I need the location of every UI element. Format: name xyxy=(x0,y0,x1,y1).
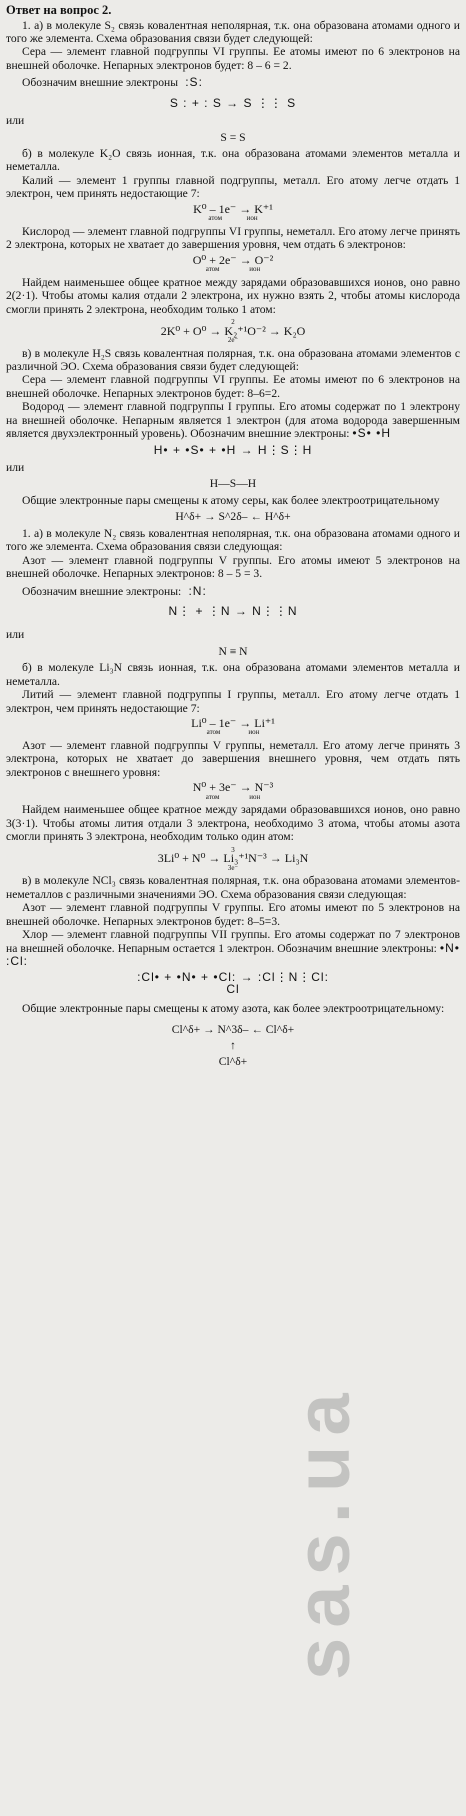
oxygen-ion-equation xyxy=(6,252,460,273)
or-label-1: или xyxy=(6,114,25,128)
li3n-transfer-count: 3 xyxy=(231,845,235,854)
potassium-ion-equation xyxy=(6,201,460,223)
n2-scheme-formula: N⋮ + ⋮N → N⋮⋮N xyxy=(168,604,298,619)
nitrogen-outer-label: Обозначим внешние электроны: xyxy=(22,584,182,598)
paragraph-s2-a: 1. а) в молекуле S₂ связь ковалентная неполярная, т.к. она образована атомами одного и того же элемента. Схема образования связи будет следующей: xyxy=(6,18,460,45)
paragraph-oxygen: Кислород — элемент главной подгруппы VI группы, неметалл. Его атому легче принять 2 электрона, которых не хватает до завершения уровня, чем отдать 6 электронов: xyxy=(6,224,460,252)
ncl3-polarity-bottom-cl: Cl^δ+ xyxy=(218,1055,248,1069)
paragraph-lcm-k2o: Найдем наименьшее общее кратное между зарядами образовавшихся ионов, оно равно 2(2·1). Чтобы атомы калия отдали 2 электрона, их нужно взять 2, чтобы атомы кислорода смогли принять 2 электрона, необходим только 1 атом: xyxy=(6,275,460,316)
paragraph-nitrogen-3: Азот — элемент главной подгруппы V группы. Его атомы имеют по 5 электронов на внешней оболочке. Непарных электронов будет: 8–5=3. xyxy=(6,901,460,928)
atom-label-o: атом xyxy=(205,264,220,273)
k2o-scheme-block xyxy=(161,319,306,344)
ion-label-n: ион xyxy=(249,792,261,801)
paragraph-ncl3-v: в) в молекуле NCl₃ связь ковалентная полярная, т.к. она образована атомами элементов-неметаллов с различными значениями ЭО. Схема образования связи следующая: xyxy=(6,874,460,901)
n2-formation-scheme xyxy=(6,605,460,619)
paragraph-n2-a: 1. а) в молекуле N₂ связь ковалентная неполярная, т.к. она образована атомами одного и того же элемента. Схема образования связи следующая: xyxy=(6,526,460,554)
s2-scheme-formula: S : + : S → S ⋮⋮ S xyxy=(169,96,297,111)
nitrogen-outer-electrons xyxy=(6,585,460,599)
ncl3-scheme-block xyxy=(137,972,329,995)
n2-structural-formula: N ≡ N xyxy=(218,644,248,658)
chlorine-text: Хлор — элемент главной подгруппы VII группы. Его атомы содержат по 7 электронов на внешней оболочке. Непарным остается 1 электрон. Обозначим внешние электроны: xyxy=(6,928,460,955)
h2s-polarity: H^δ+ → S^2δ– ← H^δ+ xyxy=(175,510,291,524)
lithium-eq-block xyxy=(191,715,275,737)
sulfur-outer-electrons xyxy=(6,76,460,90)
watermark: sas.ua xyxy=(281,1383,366,1680)
li3n-scheme-block xyxy=(158,847,309,872)
oxygen-eq: O⁰ + 2e⁻ → O⁻² xyxy=(192,252,274,267)
paragraph-nitrogen: Азот — элемент главной подгруппы V группы. Его атомы имеют 5 электронов на внешней оболочке. Непарных электронов: 8 – 5 = 3. xyxy=(6,553,460,581)
nitrogen-eq: N⁰ + 3e⁻ → N⁻³ xyxy=(192,780,274,795)
h2s-scheme-formula: H• + •S• + •H → H⋮S⋮H xyxy=(153,443,313,458)
or-label-2: или xyxy=(6,461,25,475)
paragraph-sulfur: Сера — элемент главной подгруппы VI группы. Ее атомы имеют по 6 электронов на внешней оболочке. Непарных электронов будет: 8 – 6 = 2. xyxy=(6,45,460,72)
h2s-formation-scheme xyxy=(6,444,460,458)
ncl3-bottom-chlorine: Cl xyxy=(226,981,240,996)
sulfur-outer-label: Обозначим внешние электроны xyxy=(22,76,178,90)
h-s-outer-electrons: •S• •H xyxy=(352,426,392,441)
ncl3-formation-scheme xyxy=(6,972,460,995)
potassium-eq-block xyxy=(193,201,273,223)
paragraph-lcm-li3n: Найдем наименьшее общее кратное между зарядами образовавшихся ионов, оно равно 3(3·1). Чтобы атомы лития отдали 3 электрона, необходимо 3 атома, чтобы атомы азота смогли принять 3 электрона, необходим только один атом: xyxy=(6,803,460,844)
or-label-3: или xyxy=(6,628,25,642)
k2o-formation-scheme xyxy=(6,319,460,344)
lithium-eq: Li⁰ – 1e⁻ → Li⁺¹ xyxy=(191,715,275,730)
nitrogen-ion-equation xyxy=(6,782,460,800)
s2-structural-formula: S = S xyxy=(220,130,246,144)
hydrogen-text: Водород — элемент главной подгруппы I группы. Его атомы содержат по 1 электрону на внешней оболочке. Непарным является 1 электрон (для атома водорода завершенным является двухэлектронный уровень). Обозначим внешние электроны: xyxy=(6,400,460,441)
lithium-ion-equation xyxy=(6,715,460,737)
potassium-eq: K⁰ – 1e⁻ → K⁺¹ xyxy=(193,201,273,216)
li3n-formation-scheme xyxy=(6,847,460,872)
h2s-structural-formula: H—S—H xyxy=(209,477,257,491)
oxygen-eq-block xyxy=(192,252,274,273)
paragraph-h2s-v: в) в молекуле H₂S связь ковалентная полярная, т.к. она образована атомами элементов с различной ЭО. Схема образования связи будет следующей: xyxy=(6,346,460,374)
n-cl-outer-electrons: •N• :Cl: xyxy=(6,940,460,969)
paragraph-nitrogen-2: Азот — элемент главной подгруппы V группы, неметалл. Его атому легче принять 3 электрона, которых не хватает до завершения внешнего уровня, чем отдать пять электронов с внешнего уровня: xyxy=(6,739,460,779)
k2o-transfer-count: 2 xyxy=(231,317,235,326)
nitrogen-dot-symbol: :N: xyxy=(184,583,207,598)
paragraph-hydrogen xyxy=(6,400,460,441)
paragraph-sulfur-2: Сера — элемент главной подгруппы VI группы. Ее атомы имеют по 6 электронов на внешней оболочке. Непарных электронов будет: 8–6=2. xyxy=(6,373,460,400)
ncl3-scheme-formula: :Cl• + •N• + •Cl: → :Cl⋮N⋮Cl: xyxy=(137,970,329,985)
nitrogen-eq-block xyxy=(193,782,274,800)
ncl3-polarity-arrow: ↑ xyxy=(230,1039,236,1052)
li3n-electron-transfer: 3e⁻ xyxy=(227,863,239,872)
paragraph-lithium: Литий — элемент главной подгруппы I группы, металл. Его атому легче отдать 1 электрон, чем принять недостающие 7: xyxy=(6,688,460,715)
paragraph-ncl3-shift: Общие электронные пары смещены к атому азота, как более электроотрицательному: xyxy=(22,1002,445,1016)
k2o-scheme: 2K⁰ + O⁰ → K₂⁺¹O⁻² → K₂O xyxy=(160,323,306,338)
ion-label-o: ион xyxy=(249,264,261,273)
atom-label-n: атом xyxy=(205,792,220,801)
paragraph-k2o-b: б) в молекуле K₂O связь ионная, т.к. она образована атомами элементов металла и неметалла. xyxy=(6,146,460,174)
li3n-scheme: 3Li⁰ + N⁰ → Li₃⁺¹N⁻³ → Li₃N xyxy=(157,851,309,866)
sulfur-dot-symbol: :S: xyxy=(180,75,203,90)
s2-formation-scheme xyxy=(6,97,460,111)
ncl3-polarity: Cl^δ+ → N^3δ– ← Cl^δ+ xyxy=(171,1022,295,1036)
k2o-electron-transfer: 2e⁻ xyxy=(227,335,239,344)
ion-label-k: ион xyxy=(246,214,258,223)
paragraph-h2s-shift: Общие электронные пары смещены к атому серы, как более электроотрицательному xyxy=(22,493,440,507)
paragraph-li3n-b: б) в молекуле Li₃N связь ионная, т.к. она образована атомами элементов металла и неметалла. xyxy=(6,661,460,688)
ion-label-li: ион xyxy=(248,728,260,737)
atom-label-li: атом xyxy=(206,728,221,737)
paragraph-chlorine xyxy=(6,928,460,969)
paragraph-potassium: Калий — элемент 1 группы главной подгруппы, металл. Его атому легче отдать 1 электрон, чем принять недостающие 7: xyxy=(6,173,460,201)
page-title: Ответ на вопрос 2. xyxy=(6,3,112,17)
document-page xyxy=(6,3,460,1072)
atom-label-k: атом xyxy=(208,214,223,223)
